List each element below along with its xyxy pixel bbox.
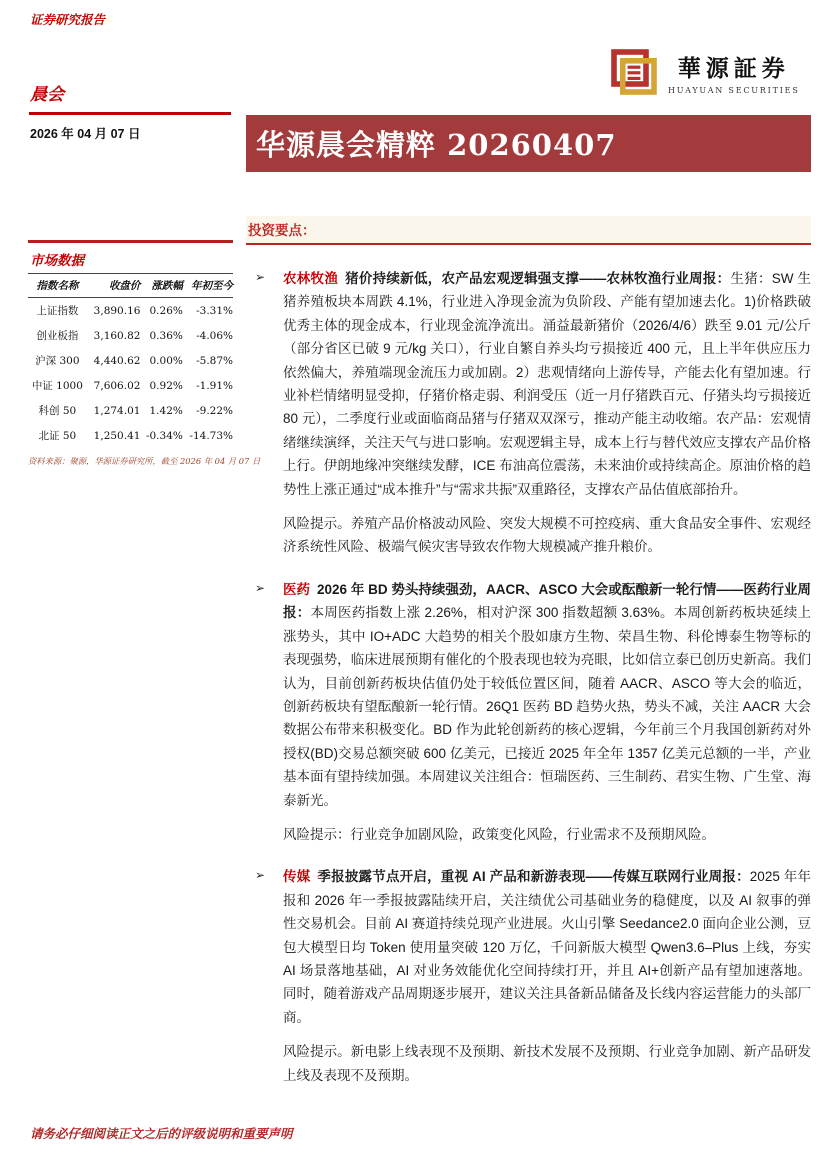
table-row: 创业板指 3,160.82 0.36% -4.06% — [36, 329, 233, 342]
market-data-table — [28, 273, 233, 448]
bullet-arrow-icon: ➢ — [255, 868, 266, 883]
brand-wordmark — [668, 50, 800, 95]
col-index-name: 指数名称 — [36, 280, 79, 292]
brand-logo — [610, 48, 800, 96]
data-source-note: 资料来源：聚源，华源证券研究所，截至 2026 年 04 月 07 日 — [28, 456, 261, 466]
section-headline: 季报披露节点开启，重视 AI 产品和新游表现——传媒互联网行业周报： — [317, 869, 750, 885]
market-data-title: 市场数据 — [30, 253, 84, 269]
section-paragraph — [283, 267, 811, 501]
table-row: 北证 50 1,250.41 -0.34% -14.73% — [38, 429, 233, 442]
risk-note: 风险提示：行业竞争加剧风险，政策变化风险，行业需求不及预期风险。 — [283, 826, 715, 842]
risk-note: 风险提示。养殖产品价格波动风险、突发大规模不可控疫病、重大食品安全事件、宏观经济系统性风险、极端气候灾害导致农作物大规模减产推升粮价。 — [283, 516, 811, 555]
section-heading-label: 投资要点： — [248, 223, 316, 239]
main-content — [246, 115, 811, 1106]
market-data-panel — [28, 240, 261, 467]
report-date: 2026 年 04 月 07 日 — [30, 127, 141, 141]
sections-list — [246, 267, 811, 1087]
page-title: 华源晨会精粹 20260407 — [256, 128, 617, 162]
section-body: 2025 年年报和 2026 年一季报披露陆续开启，关注绩优公司基础业务的稳健度，以及 AI 叙事的弹性交易机会。目前 AI 赛道持续兑现产业进展。火山引擎 Seedance2.0 面向企业公测，豆包大模型日均 Token 使用量突破 120 万亿，千问新版大模型 Qwen3.6–Plus 上线，夯实 AI 场景落地基础，AI 对业务效能优化空间持续打开，并且 AI+创新产品有望加速落地。同时，随着游戏产品周期逐步展开，建议关注具备新品储备及长线内容运营能力的头部厂商。 — [283, 869, 811, 1025]
report-category-label: 晨会 — [30, 85, 64, 105]
bullet-arrow-icon: ➢ — [255, 580, 266, 595]
brand-seal-icon — [610, 48, 658, 96]
risk-note: 风险提示。新电影上线表现不及预期、新技术发展不及预期、行业竞争加剧、新产品研发上线及表现不及预期。 — [283, 1044, 811, 1083]
section-agriculture — [246, 267, 811, 559]
table-row: 科创 50 1,274.01 1.42% -9.22% — [38, 404, 233, 417]
section-category: 医药 — [283, 581, 311, 597]
header-divider — [29, 112, 231, 115]
report-type-label: 证券研究报告 — [30, 12, 106, 27]
section-body: 生猪：SW 生猪养殖板块本周跌 4.1%，行业进入净现金流为负阶段、产能有望加速去化。1)价格跌破优秀主体的现金成本，行业现金流净流出。涌益最新猪价（2026/4/6）跌至 9.01 元/公斤（部分省区已破 9 元/kg 关口），行业自繁自养头均亏损接近 400 元，且上半年供应压力依然偏大，养殖端现金流压力或加剧。2）悲观情绪向上游传导，产能去化有望加速。行业补栏情绪明显受抑，仔猪价格走弱、利润受压（近一月仔猪跌百元、仔猪头均亏损接近 80 元），二季度行业或面临商品猪与仔猪双双深亏，推动产能主动收缩。农产品：宏观情绪继续演绎，关注天气与进口影响。宏观逻辑主导，成本上行与替代效应支撑农产品价格上行。伊朗地缘冲突继续发酵，ICE 布油高位震荡，未来油价或持续高企。原油价格的趋势性上涨正通过“成本推升”与“需求共振”双重路径，支撑农产品估值底部抬升。 — [283, 271, 812, 497]
bullet-arrow-icon: ➢ — [255, 270, 266, 284]
table-row: 沪深 300 4,440.62 0.00% -5.87% — [35, 354, 233, 367]
table-row: 中证 1000 7,606.02 0.92% -1.91% — [31, 379, 233, 392]
section-headline: 2026 年 BD 势头持续强劲，AACR、ASCO 大会或酝酿新一轮行情——医药行业周报： — [283, 581, 811, 621]
table-header-row — [28, 274, 233, 298]
table-row: 上证指数 3,890.16 0.26% -3.31% — [36, 304, 233, 317]
section-headline: 猪价持续新低，农产品宏观逻辑强支撑——农林牧渔行业周报： — [345, 271, 731, 286]
section-pharma — [246, 578, 811, 846]
brand-name-en: HUAYUAN SECURITIES — [668, 85, 800, 95]
col-change: 涨跌幅 — [151, 280, 183, 292]
investment-highlights-heading — [246, 216, 811, 245]
section-media — [246, 865, 811, 1087]
disclaimer-text: 请务必仔细阅读正文之后的评级说明和重要声明 — [30, 1126, 293, 1141]
col-close: 收盘价 — [108, 280, 141, 292]
brand-name-cn: 華源証券 — [677, 54, 790, 82]
title-banner — [246, 115, 811, 172]
section-category: 传媒 — [283, 869, 311, 885]
section-category: 农林牧渔 — [283, 271, 339, 286]
section-paragraph — [283, 865, 811, 1029]
market-data-divider — [28, 240, 233, 243]
section-body: 本周医药指数上涨 2.26%，相对沪深 300 指数超额 3.63%。本周创新药板块延续上涨势头，其中 IO+ADC 大趋势的相关个股如康方生物、荣昌生物、科伦博泰生物等标的表现强势，临床进展预期有催化的个股表现也较为亮眼，比如信立泰已创历史新高。我们认为，目前创新药板块估值仍处于较低位置区间，随着 AACR、ASCO 等大会的临近，创新药板块有望酝酿新一轮行情。26Q1 医药 BD 趋势火热，势头不减，关注 AACR 大会数据公布带来积极变化。BD 作为此轮创新药的核心逻辑，今年前三个月我国创新药对外授权(BD)交易总额突破 600 亿美元，已接近 2025 年全年 1357 亿美元总额的一半，产业基本面有望持续加强。本周建议关注组合：恒瑞医药、三生制药、君实生物、广生堂、海泰新光。 — [283, 605, 811, 808]
section-paragraph — [283, 578, 811, 812]
col-ytd: 年初至今 — [191, 280, 233, 292]
